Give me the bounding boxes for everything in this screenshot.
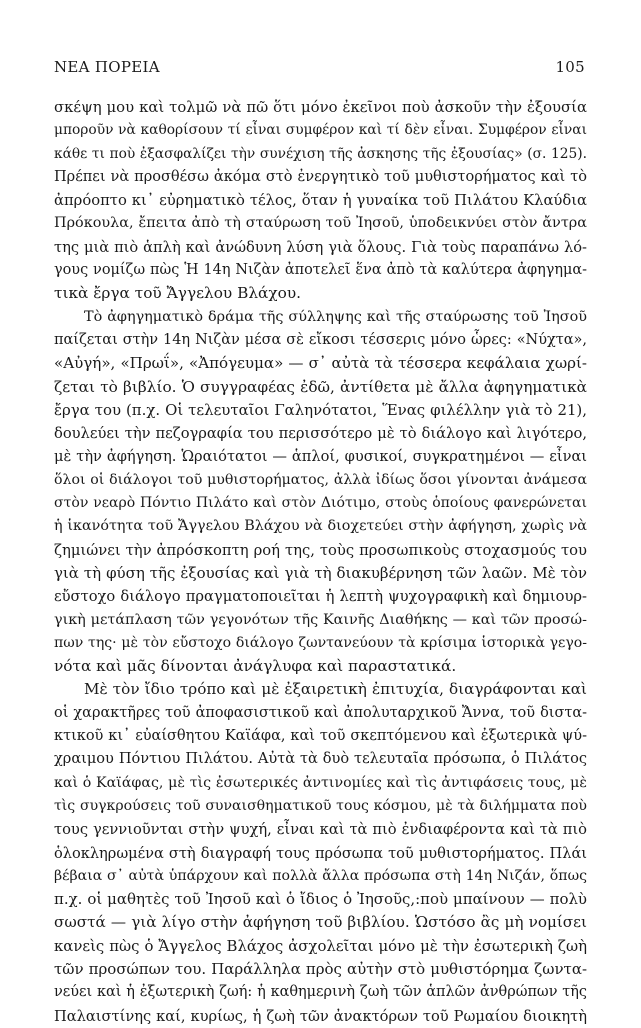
text-line: Πρόκουλα, ἔπειτα ἀπὸ τὴ σταύρωση τοῦ Ἰησοῦ, ὑποδεικνύει στὸν ἄντρα: [54, 215, 587, 232]
page-header: [54, 58, 585, 76]
text-line: ζημιώνει τὴν ἀπρόσκοπτη ροή της, τοὺς προσωπικοὺς στοχασμούς του: [54, 541, 587, 559]
text-line: ἔργα του (π.χ. Οἱ τελευταῖοι Γαληνότατοι, Ἕνας φιλέλλην γιὰ τὸ 21),: [54, 400, 587, 419]
text-line: μποροῦν νὰ καθορίσουν τί εἶναι συμφέρον καὶ τί δὲν εἶναι. Συμφέρον εἶναι: [54, 122, 587, 139]
text-line: βέβαια σ᾽ αὐτὰ ὑπάρχουν καὶ πολλὰ ἄλλα πρόσωπα στὴ 14η Νιζάν, ὅπως: [54, 867, 587, 884]
text-line: μὲ τὴν ἀφήγηση. Ὡραιότατοι — ἁπλοί, φυσικοί, συγκρατημένοι — εἶναι: [54, 448, 587, 466]
text-line: π.χ. οἱ μαθητὲς τοῦ Ἰησοῦ καὶ ὁ ἴδιος ὁ Ἰησοῦς,:ποὺ μπαίνουν — πολὺ: [54, 890, 587, 909]
text-line: Τὸ ἀφηγηματικὸ δράμα τῆς σύλληψης καὶ τῆς σταύρωσης τοῦ Ἰησοῦ: [84, 308, 587, 325]
text-line: γικὴ μετάπλαση τῶν γεγονότων τῆς Καινῆς Διαθήκης — καὶ τῶν προσώ-: [54, 611, 587, 628]
text-line: στὸν νεαρὸ Πόντιο Πιλάτο καὶ στὸν Διότιμο, στοὺς ὁποίους φανερώνεται: [54, 495, 587, 512]
text-line: νεύει καὶ ἡ ἐξωτερικὴ ζωή: ἡ καθημερινὴ ζωὴ τῶν ἁπλῶν ἀνθρώπων τῆς: [54, 984, 587, 1001]
text-line: κανεὶς πὼς ὁ Ἄγγελος Βλάχος ἀσχολεῖται μόνο μὲ τὴν ἐσωτερικὴ ζωὴ: [54, 936, 587, 955]
text-line: τὶς συγκρούσεις τοῦ συναισθηματικοῦ τους κόσμου, μὲ τὰ διλήμματα ποὺ: [54, 797, 587, 814]
text-line: τικὰ ἔργα τοῦ Ἄγγελου Βλάχου.: [54, 284, 301, 303]
text-line: γους νομίζω πὼς Ἡ 14η Νιζὰν ἀποτελεῖ ἕνα ἀπὸ τὰ καλύτερα ἀφηγημα-: [54, 262, 587, 279]
text-line: χραιμου Πόντιου Πιλάτου. Αὐτὰ τὰ δυὸ τελευταῖα πρόσωπα, ὁ Πιλάτος: [54, 751, 587, 768]
text-line: ἀπρόοπτο κι᾽ εὐρηματικὸ τέλος, ὅταν ἡ γυναίκα τοῦ Πιλάτου Κλαύδια: [54, 192, 587, 210]
paragraph-1: [54, 96, 587, 306]
text-line: ἡ ἱκανότητα τοῦ Ἄγγελου Βλάχου νὰ διοχετεύει στὴν ἀφήγηση, χωρὶς νὰ: [54, 518, 587, 535]
page-number: 105: [555, 58, 585, 76]
text-line: γιὰ τὴ φύση τῆς ἐξουσίας καὶ γιὰ τὴ διακυβέρνηση τῶν λαῶν. Μὲ τὸν: [54, 563, 587, 582]
page-body: [54, 96, 587, 1028]
text-line: κάθε τι ποὺ ἐξασφαλίζει τὴν συνέχιση τῆς ἀσκησης τῆς ἐξουσίας» (σ. 125).: [54, 145, 587, 162]
text-line: εὔστοχο διάλογο πραγματοποιεῖται ἡ λεπτὴ ψυχογραφικὴ καὶ δημιουρ-: [54, 588, 587, 606]
text-line: δουλεύει τὴν πεζογραφία του περισσότερο μὲ τὸ διάλογο καὶ λιγότερο,: [54, 425, 587, 443]
text-line: «Αὐγή», «Πρωΐ», «Ἀπόγευμα» — σ᾽ αὐτὰ τὰ τέσσερα κεφάλαια χωρί-: [54, 354, 587, 373]
text-line: Μὲ τὸν ἴδιο τρόπο καὶ μὲ ἐξαιρετικὴ ἐπιτυχία, διαγράφονται καὶ: [84, 680, 587, 699]
text-line: καὶ ὁ Καϊάφας, μὲ τὶς ἐσωτερικές ἀντινομίες καὶ τὶς ἀντιφάσεις τους, μὲ: [54, 774, 587, 791]
text-line: Παλαιστίνης καί, κυρίως, ἡ ζωὴ τῶν ἀνακτόρων τοῦ Ρωμαίου διοικητὴ: [54, 1007, 587, 1025]
paragraph-2: [54, 306, 587, 679]
text-line: ὁλοκληρωμένα στὴ διαγραφή τους πρόσωπα τοῦ μυθιστορήματος. Πλάι: [54, 844, 587, 862]
text-line: παίζεται στὴν 14η Νιζὰν μέσα σὲ εἴκοσι τέσσερις μόνο ὧρες: «Νύχτα»,: [54, 331, 587, 348]
text-line: τῶν προσώπων του. Παράλληλα πρὸς αὐτὴν στὸ μυθιστόρημα ζωντα-: [54, 959, 587, 978]
text-line: σωστά — γιὰ λίγο στὴν ἀφήγηση τοῦ βιβλίου. Ὡστόσο ἂς μὴ νομίσει: [54, 913, 587, 932]
text-line: πων της· μὲ τὸν εὔστοχο διάλογο ζωντανεύουν τὰ κρίσιμα ἱστορικὰ γεγο-: [54, 634, 587, 651]
text-line: Πρέπει νὰ προσθέσω ἀκόμα στὸ ἐνεργητικὸ τοῦ μυθιστορήματος καὶ τὸ: [54, 168, 587, 185]
text-line: σκέψη μου καὶ τολμῶ νὰ πῶ ὅτι μόνο ἐκεῖνοι ποὺ ἀσκοῦν τὴν ἐξουσία: [54, 99, 587, 116]
paragraph-3: [54, 678, 587, 1027]
running-title: ΝΕΑ ΠΟΡΕΙΑ: [54, 58, 160, 76]
text-line: οἱ χαρακτῆρες τοῦ ἀποφασιστικοῦ καὶ ἀπολυταρχικοῦ Ἄννα, τοῦ διστα-: [54, 704, 587, 721]
text-line: ζεται τὸ βιβλίο. Ὁ συγγραφέας ἐδῶ, ἀντίθετα μὲ ἄλλα ἀφηγηματικὰ: [54, 377, 587, 396]
text-line: νότα καὶ μᾶς δίνονται ἀνάγλυφα καὶ παραστατικά.: [54, 657, 457, 676]
text-line: της μιὰ πιὸ ἁπλὴ καὶ ἀνώδυνη λύση γιὰ ὅλους. Γιὰ τοὺς παραπάνω λό-: [54, 238, 587, 256]
text-line: τους γεννιοῦνται στὴν ψυχή, εἶναι καὶ τὰ πιὸ ἐνδιαφέροντα καὶ τὰ πιὸ: [54, 821, 587, 839]
text-line: ὅλοι οἱ διάλογοι τοῦ μυθιστορήματος, ἀλλὰ ἰδίως ὅσοι γίνονται ἀνάμεσα: [54, 471, 587, 488]
text-line: κτικοῦ κι᾽ εὐαίσθητου Καϊάφα, καὶ τοῦ σκεπτόμενου καὶ ἐξωτερικὰ ψύ-: [54, 728, 587, 745]
